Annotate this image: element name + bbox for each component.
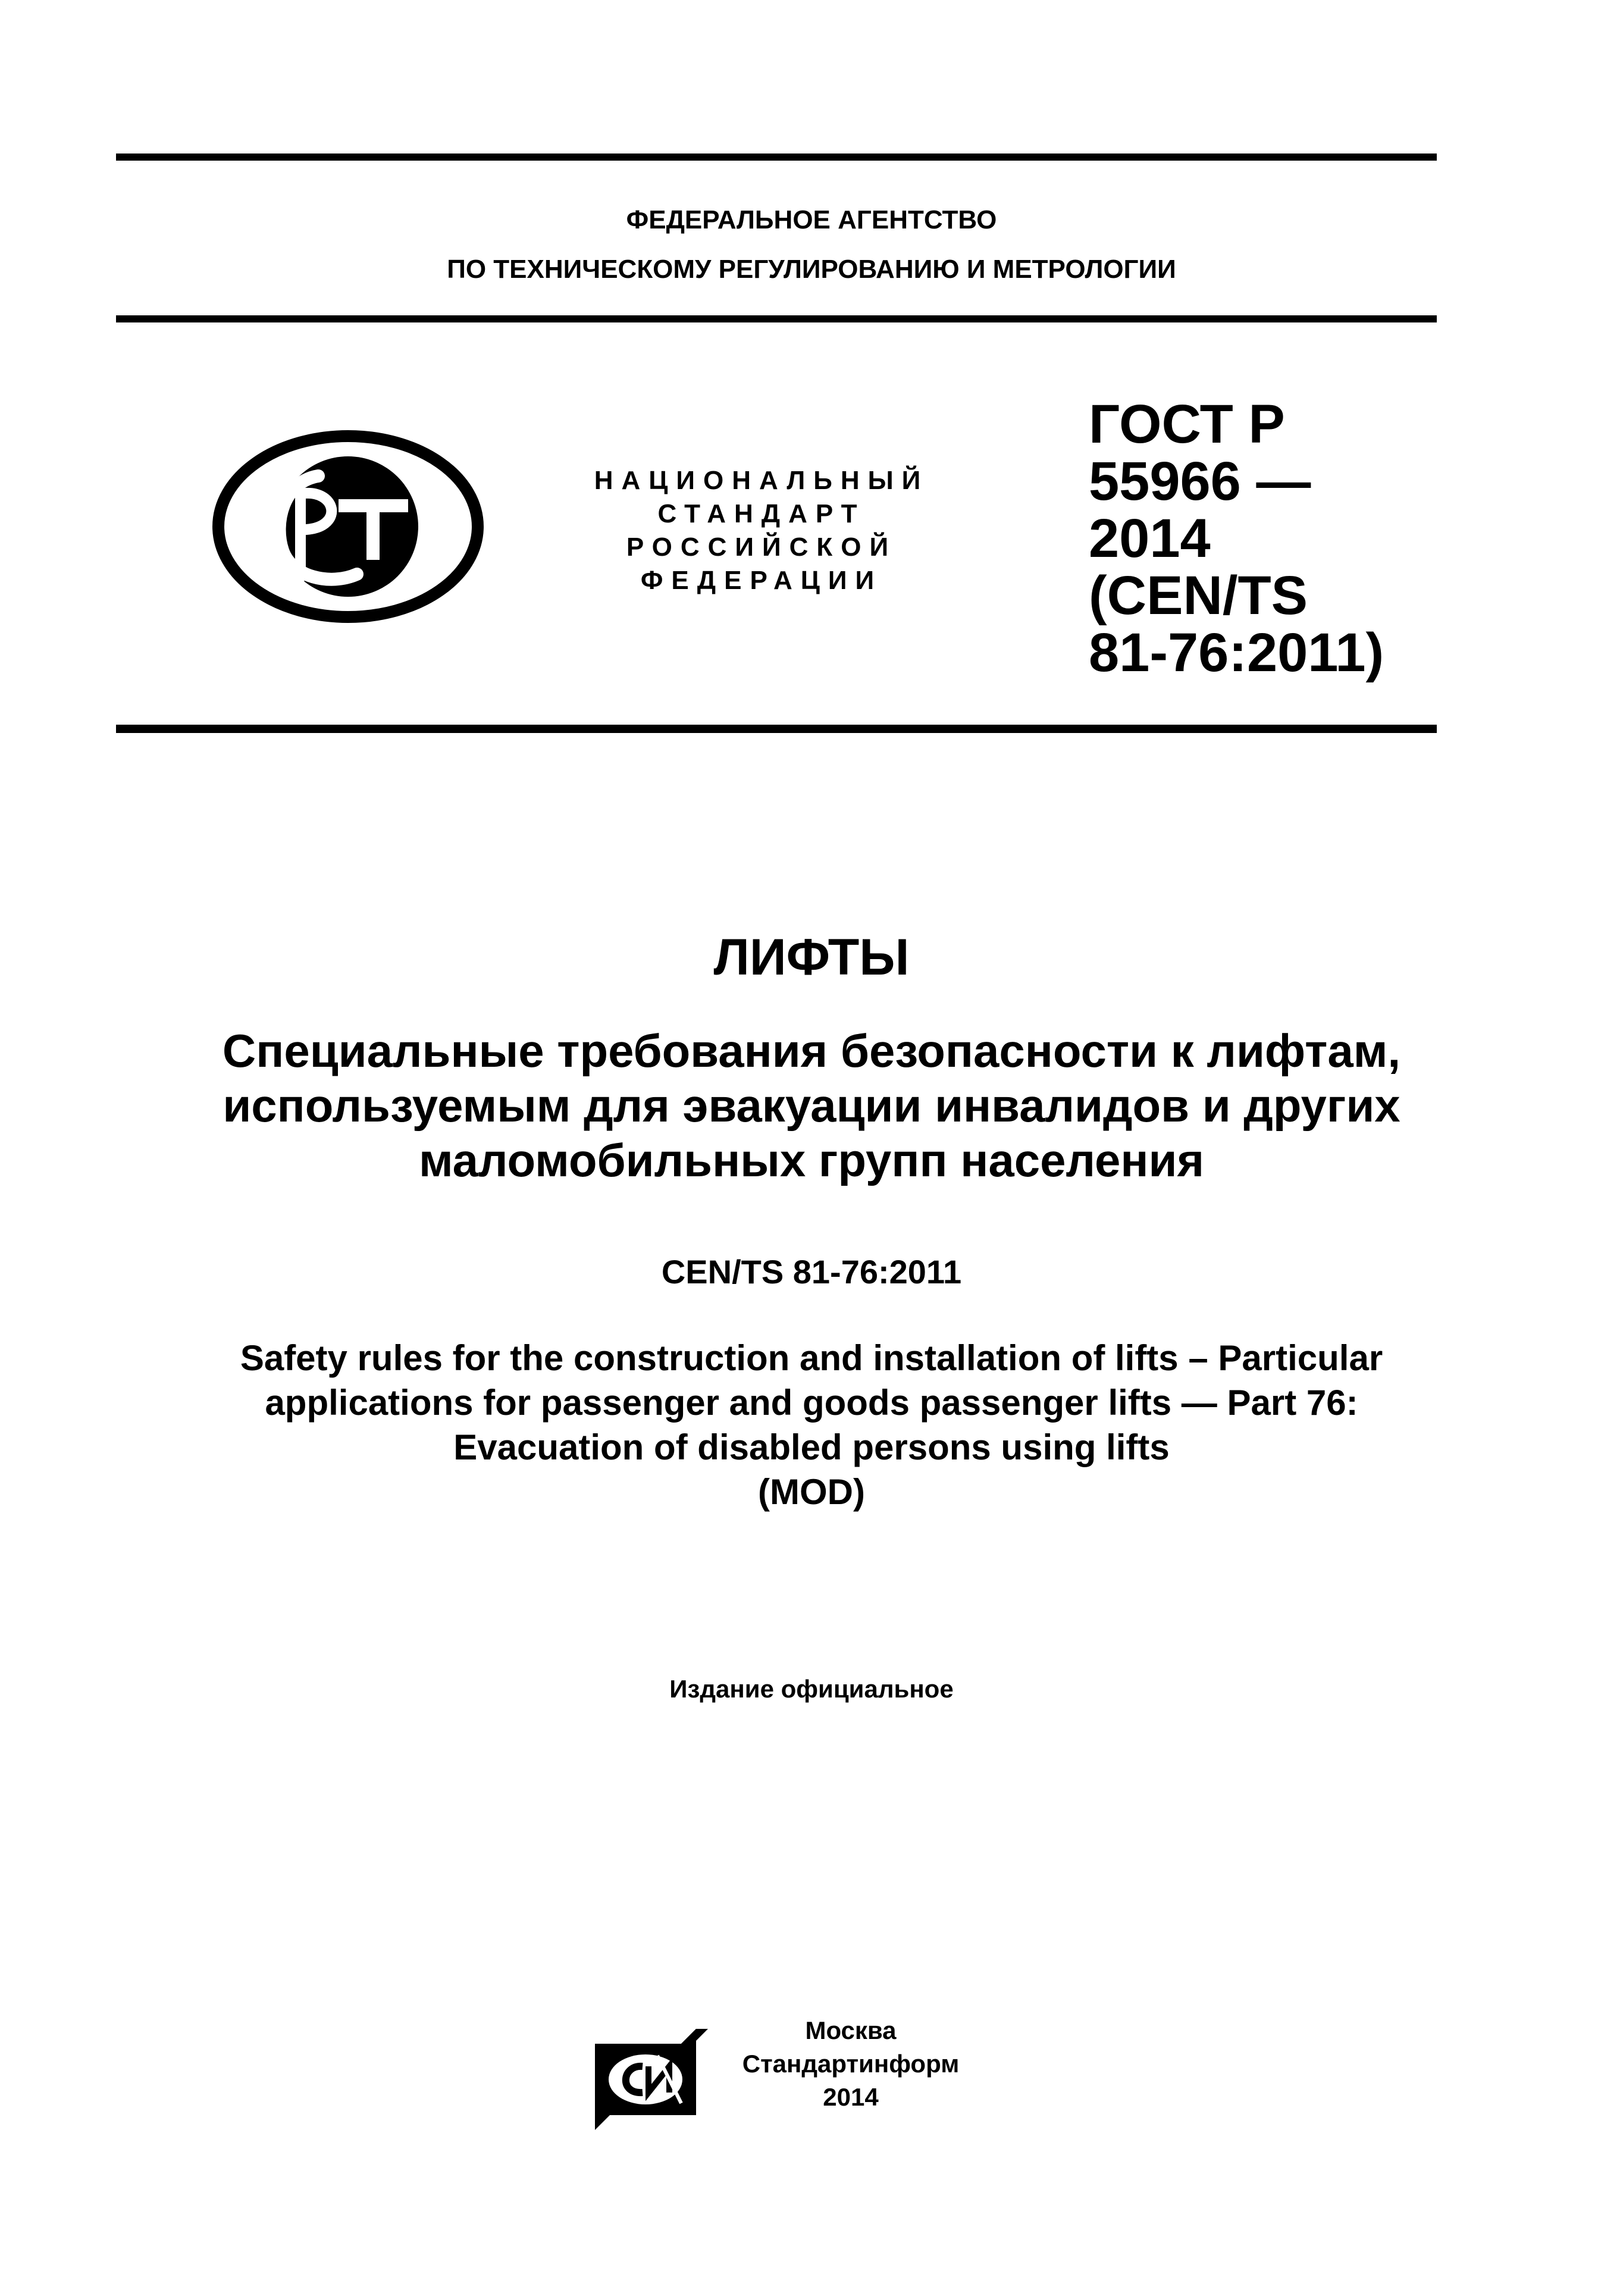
- publisher-year: 2014: [823, 2083, 879, 2111]
- document-subtitle: [119, 1023, 1504, 1188]
- gost-line-4: (CEN/TS: [1089, 565, 1308, 626]
- english-title-line-1: Safety rules for the construction and installation of lifts – Particular: [240, 1338, 1383, 1378]
- title-block-rule: [116, 725, 1437, 733]
- gost-line-1: ГОСТ Р: [1089, 394, 1285, 455]
- cen-reference: CEN/TS 81-76:2011: [661, 1253, 962, 1290]
- document-title: ЛИФТЫ: [713, 929, 910, 986]
- rst-logo-icon: [211, 428, 485, 625]
- gost-designation: [1089, 396, 1422, 681]
- subtitle-line-3: маломобильных групп населения: [418, 1134, 1205, 1186]
- header-bottom-rule: [116, 315, 1437, 322]
- subtitle-line-1: Специальные требования безопасности к лифтам,: [222, 1025, 1401, 1077]
- agency-name-line-1: ФЕДЕРАЛЬНОЕ АГЕНТСТВО: [626, 205, 997, 234]
- national-standard-line-3: РОССИЙСКОЙ: [626, 533, 897, 562]
- edition-label: Издание официальное: [669, 1675, 954, 1703]
- top-rule: [116, 154, 1437, 161]
- english-title-line-4: (MOD): [758, 1472, 865, 1512]
- publisher-info: [726, 2014, 976, 2114]
- subtitle-line-2: используемым для эвакуации инвалидов и других: [223, 1079, 1400, 1132]
- national-standard-line-4: ФЕДЕРАЦИИ: [640, 566, 883, 595]
- english-title-line-2: applications for passenger and goods passenger lifts — Part 76:: [265, 1383, 1358, 1423]
- national-standard-line-1: НАЦИОНАЛЬНЫЙ: [594, 466, 929, 495]
- english-title: [149, 1336, 1474, 1514]
- gost-line-3: 2014: [1089, 508, 1211, 569]
- agency-name-line-2: ПО ТЕХНИЧЕСКОМУ РЕГУЛИРОВАНИЮ И МЕТРОЛОГИИ: [447, 255, 1176, 284]
- publisher-city: Москва: [805, 2016, 897, 2044]
- standartinform-logo-icon: [592, 2020, 711, 2139]
- gost-line-5: 81-76:2011): [1089, 622, 1384, 683]
- gost-line-2: 55966 —: [1089, 451, 1311, 512]
- english-title-line-3: Evacuation of disabled persons using lifts: [453, 1427, 1170, 1467]
- national-standard-label: [571, 464, 952, 597]
- publisher-name: Стандартинформ: [742, 2050, 960, 2078]
- national-standard-line-2: СТАНДАРТ: [657, 499, 866, 528]
